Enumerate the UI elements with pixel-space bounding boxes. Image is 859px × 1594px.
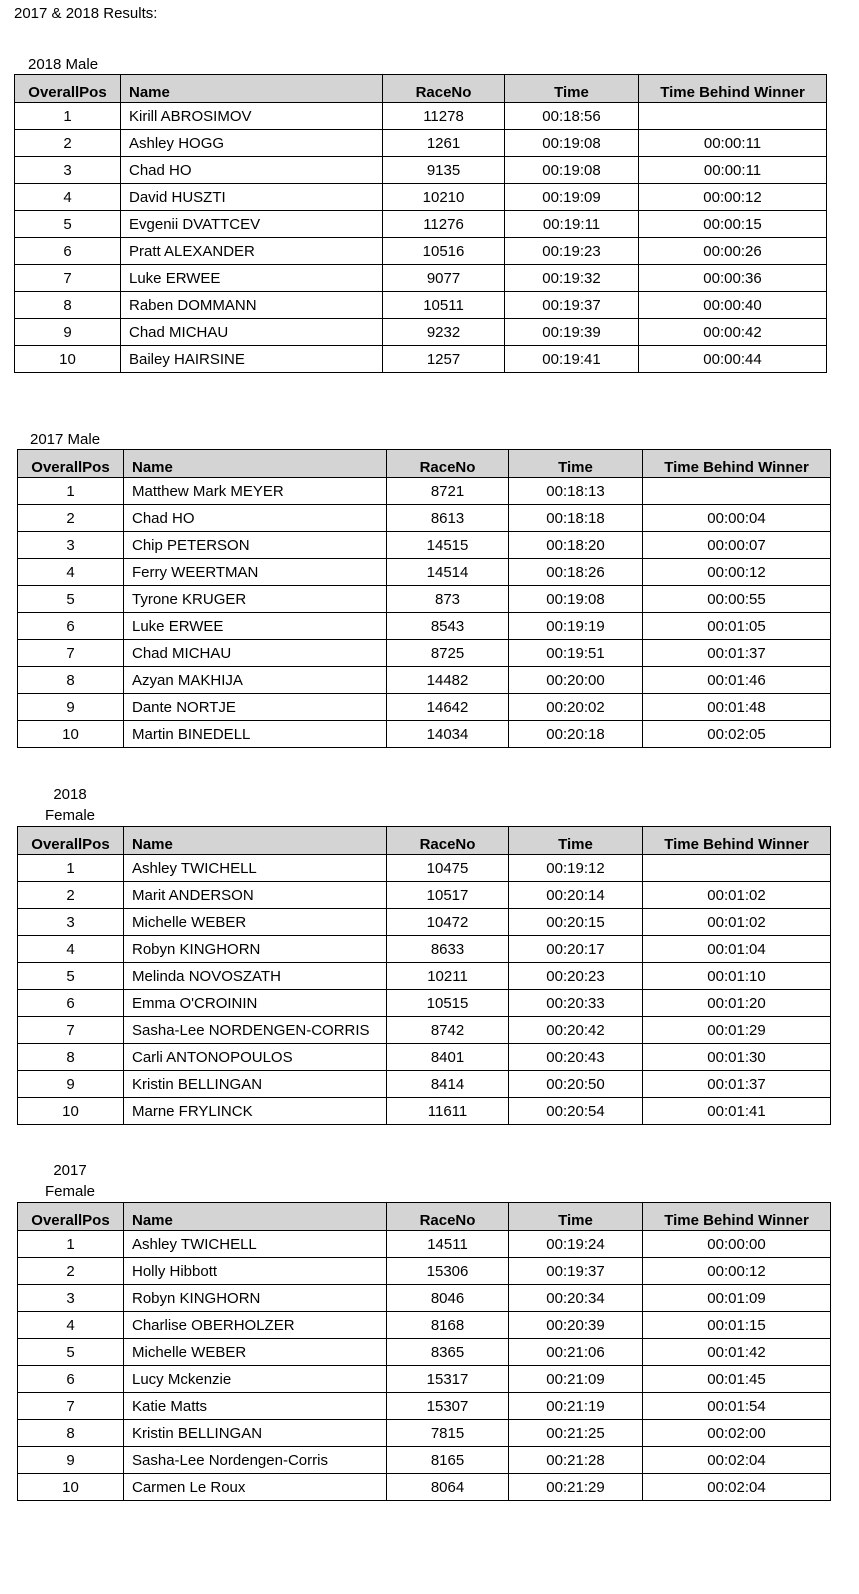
raceno-cell: 10511 bbox=[383, 292, 505, 319]
time-cell: 00:18:13 bbox=[509, 478, 643, 505]
time-cell: 00:20:14 bbox=[509, 882, 643, 909]
time-cell: 00:20:50 bbox=[509, 1071, 643, 1098]
raceno-cell: 1261 bbox=[383, 130, 505, 157]
time-cell: 00:18:20 bbox=[509, 532, 643, 559]
section-title-line: 2017 bbox=[53, 1162, 87, 1179]
table-row bbox=[18, 1285, 831, 1312]
name-cell: Sasha-Lee Nordengen-Corris bbox=[124, 1447, 387, 1474]
time-cell: 00:19:39 bbox=[505, 319, 639, 346]
time-behind-winner-cell: 00:01:48 bbox=[643, 694, 831, 721]
table-row bbox=[18, 855, 831, 882]
column-header-name: Name bbox=[124, 827, 387, 855]
overallpos-cell: 7 bbox=[15, 265, 121, 292]
table-row bbox=[18, 505, 831, 532]
name-cell: Holly Hibbott bbox=[124, 1258, 387, 1285]
raceno-cell: 10516 bbox=[383, 238, 505, 265]
name-cell: Matthew Mark MEYER bbox=[124, 478, 387, 505]
time-cell: 00:20:43 bbox=[509, 1044, 643, 1071]
table-row bbox=[18, 1098, 831, 1125]
raceno-cell: 14514 bbox=[387, 559, 509, 586]
overallpos-cell: 5 bbox=[18, 1339, 124, 1366]
name-cell: Carli ANTONOPOULOS bbox=[124, 1044, 387, 1071]
overallpos-cell: 8 bbox=[18, 667, 124, 694]
time-behind-winner-cell: 00:01:09 bbox=[643, 1285, 831, 1312]
time-behind-winner-cell: 00:00:42 bbox=[639, 319, 827, 346]
time-behind-winner-cell: 00:00:40 bbox=[639, 292, 827, 319]
raceno-cell: 14642 bbox=[387, 694, 509, 721]
time-behind-winner-cell: 00:01:41 bbox=[643, 1098, 831, 1125]
raceno-cell: 14482 bbox=[387, 667, 509, 694]
time-behind-winner-cell: 00:01:02 bbox=[643, 909, 831, 936]
time-behind-winner-cell: 00:00:12 bbox=[643, 1258, 831, 1285]
raceno-cell: 8543 bbox=[387, 613, 509, 640]
table-row bbox=[18, 990, 831, 1017]
time-behind-winner-cell: 00:00:00 bbox=[643, 1231, 831, 1258]
time-behind-winner-cell: 00:00:36 bbox=[639, 265, 827, 292]
name-cell: Michelle WEBER bbox=[124, 1339, 387, 1366]
time-cell: 00:19:41 bbox=[505, 346, 639, 373]
name-cell: Ashley TWICHELL bbox=[124, 1231, 387, 1258]
table-row bbox=[18, 1420, 831, 1447]
table-row bbox=[15, 130, 827, 157]
time-behind-winner-cell: 00:02:04 bbox=[643, 1474, 831, 1501]
time-cell: 00:19:37 bbox=[505, 292, 639, 319]
section-title-line: Female bbox=[44, 1183, 96, 1200]
table-row bbox=[18, 1447, 831, 1474]
section-title bbox=[30, 429, 110, 450]
overallpos-cell: 5 bbox=[15, 211, 121, 238]
name-cell: Bailey HAIRSINE bbox=[121, 346, 383, 373]
results-table bbox=[17, 449, 831, 748]
time-behind-winner-cell: 00:01:54 bbox=[643, 1393, 831, 1420]
table-row bbox=[18, 1044, 831, 1071]
raceno-cell: 8165 bbox=[387, 1447, 509, 1474]
table-row bbox=[15, 211, 827, 238]
results-table bbox=[17, 1202, 831, 1501]
time-cell: 00:21:19 bbox=[509, 1393, 643, 1420]
results-table bbox=[17, 826, 831, 1125]
time-behind-winner-cell: 00:01:02 bbox=[643, 882, 831, 909]
overallpos-cell: 9 bbox=[18, 694, 124, 721]
name-cell: David HUSZTI bbox=[121, 184, 383, 211]
table-row bbox=[18, 667, 831, 694]
results-table bbox=[14, 74, 827, 373]
name-cell: Emma O'CROININ bbox=[124, 990, 387, 1017]
name-cell: Evgenii DVATTCEV bbox=[121, 211, 383, 238]
name-cell: Robyn KINGHORN bbox=[124, 936, 387, 963]
overallpos-cell: 6 bbox=[18, 613, 124, 640]
raceno-cell: 8613 bbox=[387, 505, 509, 532]
table-row bbox=[18, 909, 831, 936]
table-row bbox=[18, 586, 831, 613]
raceno-cell: 10475 bbox=[387, 855, 509, 882]
name-cell: Kristin BELLINGAN bbox=[124, 1420, 387, 1447]
time-cell: 00:19:24 bbox=[509, 1231, 643, 1258]
overallpos-cell: 5 bbox=[18, 963, 124, 990]
time-behind-winner-cell: 00:01:46 bbox=[643, 667, 831, 694]
name-cell: Michelle WEBER bbox=[124, 909, 387, 936]
raceno-cell: 9135 bbox=[383, 157, 505, 184]
table-row bbox=[18, 478, 831, 505]
name-cell: Marit ANDERSON bbox=[124, 882, 387, 909]
column-header-time-behind-winner: Time Behind Winner bbox=[643, 450, 831, 478]
name-cell: Pratt ALEXANDER bbox=[121, 238, 383, 265]
table-row bbox=[18, 1017, 831, 1044]
column-header-raceno: RaceNo bbox=[387, 827, 509, 855]
time-cell: 00:21:09 bbox=[509, 1366, 643, 1393]
name-cell: Tyrone KRUGER bbox=[124, 586, 387, 613]
raceno-cell: 11276 bbox=[383, 211, 505, 238]
section-title-line: 2017 Male bbox=[30, 431, 101, 448]
overallpos-cell: 8 bbox=[18, 1420, 124, 1447]
raceno-cell: 8742 bbox=[387, 1017, 509, 1044]
raceno-cell: 11278 bbox=[383, 103, 505, 130]
column-header-time-behind-winner: Time Behind Winner bbox=[643, 1203, 831, 1231]
raceno-cell: 10515 bbox=[387, 990, 509, 1017]
raceno-cell: 10211 bbox=[387, 963, 509, 990]
overallpos-cell: 3 bbox=[15, 157, 121, 184]
overallpos-cell: 7 bbox=[18, 640, 124, 667]
time-behind-winner-cell: 00:00:11 bbox=[639, 157, 827, 184]
time-cell: 00:20:17 bbox=[509, 936, 643, 963]
name-cell: Katie Matts bbox=[124, 1393, 387, 1420]
name-cell: Melinda NOVOSZATH bbox=[124, 963, 387, 990]
overallpos-cell: 6 bbox=[18, 1366, 124, 1393]
time-behind-winner-cell bbox=[643, 855, 831, 882]
section-title-line: Female bbox=[44, 807, 96, 824]
overallpos-cell: 9 bbox=[18, 1447, 124, 1474]
time-cell: 00:18:18 bbox=[509, 505, 643, 532]
table-row bbox=[15, 184, 827, 211]
overallpos-cell: 1 bbox=[18, 1231, 124, 1258]
raceno-cell: 8046 bbox=[387, 1285, 509, 1312]
overallpos-cell: 6 bbox=[18, 990, 124, 1017]
section-title bbox=[28, 54, 108, 75]
time-behind-winner-cell: 00:01:30 bbox=[643, 1044, 831, 1071]
time-cell: 00:19:08 bbox=[505, 130, 639, 157]
name-cell: Martin BINEDELL bbox=[124, 721, 387, 748]
raceno-cell: 15306 bbox=[387, 1258, 509, 1285]
name-cell: Marne FRYLINCK bbox=[124, 1098, 387, 1125]
section-title-line: 2018 bbox=[53, 786, 87, 803]
time-cell: 00:21:25 bbox=[509, 1420, 643, 1447]
overallpos-cell: 10 bbox=[18, 1474, 124, 1501]
overallpos-cell: 10 bbox=[18, 721, 124, 748]
overallpos-cell: 2 bbox=[15, 130, 121, 157]
raceno-cell: 8064 bbox=[387, 1474, 509, 1501]
name-cell: Chad HO bbox=[121, 157, 383, 184]
time-cell: 00:18:56 bbox=[505, 103, 639, 130]
name-cell: Sasha-Lee NORDENGEN-CORRIS bbox=[124, 1017, 387, 1044]
column-header-overallpos: OverallPos bbox=[18, 1203, 124, 1231]
table-row bbox=[15, 319, 827, 346]
time-cell: 00:19:09 bbox=[505, 184, 639, 211]
time-behind-winner-cell: 00:01:37 bbox=[643, 640, 831, 667]
raceno-cell: 15317 bbox=[387, 1366, 509, 1393]
overallpos-cell: 1 bbox=[18, 478, 124, 505]
time-cell: 00:20:33 bbox=[509, 990, 643, 1017]
overallpos-cell: 3 bbox=[18, 909, 124, 936]
column-header-time: Time bbox=[509, 450, 643, 478]
table-row bbox=[18, 1366, 831, 1393]
overallpos-cell: 3 bbox=[18, 532, 124, 559]
time-behind-winner-cell: 00:01:37 bbox=[643, 1071, 831, 1098]
name-cell: Chip PETERSON bbox=[124, 532, 387, 559]
name-cell: Ashley TWICHELL bbox=[124, 855, 387, 882]
time-behind-winner-cell: 00:01:45 bbox=[643, 1366, 831, 1393]
time-cell: 00:19:23 bbox=[505, 238, 639, 265]
overallpos-cell: 1 bbox=[18, 855, 124, 882]
table-row bbox=[15, 265, 827, 292]
raceno-cell: 14511 bbox=[387, 1231, 509, 1258]
table-row bbox=[18, 963, 831, 990]
time-cell: 00:20:23 bbox=[509, 963, 643, 990]
overallpos-cell: 2 bbox=[18, 882, 124, 909]
raceno-cell: 8721 bbox=[387, 478, 509, 505]
table-row bbox=[15, 103, 827, 130]
time-cell: 00:19:08 bbox=[509, 586, 643, 613]
table-header-row bbox=[18, 450, 831, 478]
time-behind-winner-cell: 00:00:44 bbox=[639, 346, 827, 373]
time-cell: 00:19:12 bbox=[509, 855, 643, 882]
table-row bbox=[18, 721, 831, 748]
table-row bbox=[18, 640, 831, 667]
table-row bbox=[18, 1474, 831, 1501]
raceno-cell: 10210 bbox=[383, 184, 505, 211]
overallpos-cell: 6 bbox=[15, 238, 121, 265]
overallpos-cell: 4 bbox=[15, 184, 121, 211]
overallpos-cell: 3 bbox=[18, 1285, 124, 1312]
table-row bbox=[18, 882, 831, 909]
overallpos-cell: 4 bbox=[18, 936, 124, 963]
raceno-cell: 8168 bbox=[387, 1312, 509, 1339]
name-cell: Chad MICHAU bbox=[121, 319, 383, 346]
time-behind-winner-cell: 00:00:26 bbox=[639, 238, 827, 265]
table-row bbox=[15, 292, 827, 319]
raceno-cell: 14515 bbox=[387, 532, 509, 559]
time-cell: 00:20:15 bbox=[509, 909, 643, 936]
name-cell: Ashley HOGG bbox=[121, 130, 383, 157]
overallpos-cell: 8 bbox=[15, 292, 121, 319]
overallpos-cell: 10 bbox=[15, 346, 121, 373]
time-cell: 00:20:18 bbox=[509, 721, 643, 748]
time-behind-winner-cell: 00:01:10 bbox=[643, 963, 831, 990]
overallpos-cell: 5 bbox=[18, 586, 124, 613]
name-cell: Chad MICHAU bbox=[124, 640, 387, 667]
name-cell: Kirill ABROSIMOV bbox=[121, 103, 383, 130]
raceno-cell: 7815 bbox=[387, 1420, 509, 1447]
time-behind-winner-cell bbox=[643, 478, 831, 505]
time-cell: 00:18:26 bbox=[509, 559, 643, 586]
column-header-raceno: RaceNo bbox=[387, 1203, 509, 1231]
name-cell: Chad HO bbox=[124, 505, 387, 532]
column-header-time: Time bbox=[509, 1203, 643, 1231]
time-behind-winner-cell: 00:01:15 bbox=[643, 1312, 831, 1339]
overallpos-cell: 4 bbox=[18, 559, 124, 586]
raceno-cell: 15307 bbox=[387, 1393, 509, 1420]
overallpos-cell: 7 bbox=[18, 1393, 124, 1420]
time-cell: 00:20:34 bbox=[509, 1285, 643, 1312]
column-header-time-behind-winner: Time Behind Winner bbox=[643, 827, 831, 855]
page-heading: 2017 & 2018 Results: bbox=[14, 5, 158, 22]
table-row bbox=[15, 157, 827, 184]
time-behind-winner-cell: 00:01:42 bbox=[643, 1339, 831, 1366]
time-behind-winner-cell: 00:01:05 bbox=[643, 613, 831, 640]
table-header-row bbox=[18, 1203, 831, 1231]
column-header-time: Time bbox=[505, 75, 639, 103]
name-cell: Kristin BELLINGAN bbox=[124, 1071, 387, 1098]
table-row bbox=[18, 694, 831, 721]
column-header-overallpos: OverallPos bbox=[15, 75, 121, 103]
table-row bbox=[18, 1312, 831, 1339]
time-behind-winner-cell: 00:00:55 bbox=[643, 586, 831, 613]
name-cell: Luke ERWEE bbox=[124, 613, 387, 640]
column-header-overallpos: OverallPos bbox=[18, 450, 124, 478]
name-cell: Azyan MAKHIJA bbox=[124, 667, 387, 694]
overallpos-cell: 4 bbox=[18, 1312, 124, 1339]
table-row bbox=[15, 346, 827, 373]
time-behind-winner-cell: 00:00:12 bbox=[639, 184, 827, 211]
time-cell: 00:20:42 bbox=[509, 1017, 643, 1044]
raceno-cell: 8633 bbox=[387, 936, 509, 963]
raceno-cell: 10517 bbox=[387, 882, 509, 909]
table-header-row bbox=[15, 75, 827, 103]
time-cell: 00:21:28 bbox=[509, 1447, 643, 1474]
column-header-raceno: RaceNo bbox=[383, 75, 505, 103]
time-behind-winner-cell: 00:02:00 bbox=[643, 1420, 831, 1447]
table-row bbox=[18, 613, 831, 640]
column-header-raceno: RaceNo bbox=[387, 450, 509, 478]
column-header-name: Name bbox=[121, 75, 383, 103]
time-cell: 00:21:29 bbox=[509, 1474, 643, 1501]
time-behind-winner-cell: 00:00:15 bbox=[639, 211, 827, 238]
name-cell: Robyn KINGHORN bbox=[124, 1285, 387, 1312]
raceno-cell: 8725 bbox=[387, 640, 509, 667]
time-behind-winner-cell bbox=[639, 103, 827, 130]
table-row bbox=[18, 1231, 831, 1258]
table-row bbox=[18, 1071, 831, 1098]
raceno-cell: 14034 bbox=[387, 721, 509, 748]
time-behind-winner-cell: 00:01:20 bbox=[643, 990, 831, 1017]
table-row bbox=[18, 559, 831, 586]
raceno-cell: 9232 bbox=[383, 319, 505, 346]
time-behind-winner-cell: 00:02:05 bbox=[643, 721, 831, 748]
raceno-cell: 11611 bbox=[387, 1098, 509, 1125]
overallpos-cell: 7 bbox=[18, 1017, 124, 1044]
section-title-line: 2018 Male bbox=[28, 56, 99, 73]
column-header-time-behind-winner: Time Behind Winner bbox=[639, 75, 827, 103]
time-behind-winner-cell: 00:00:07 bbox=[643, 532, 831, 559]
table-row bbox=[15, 238, 827, 265]
raceno-cell: 8365 bbox=[387, 1339, 509, 1366]
table-row bbox=[18, 1393, 831, 1420]
time-cell: 00:19:32 bbox=[505, 265, 639, 292]
column-header-overallpos: OverallPos bbox=[18, 827, 124, 855]
name-cell: Carmen Le Roux bbox=[124, 1474, 387, 1501]
overallpos-cell: 8 bbox=[18, 1044, 124, 1071]
section-title bbox=[30, 1160, 110, 1202]
column-header-name: Name bbox=[124, 1203, 387, 1231]
name-cell: Raben DOMMANN bbox=[121, 292, 383, 319]
overallpos-cell: 9 bbox=[15, 319, 121, 346]
time-behind-winner-cell: 00:01:04 bbox=[643, 936, 831, 963]
time-cell: 00:19:19 bbox=[509, 613, 643, 640]
name-cell: Lucy Mckenzie bbox=[124, 1366, 387, 1393]
raceno-cell: 8401 bbox=[387, 1044, 509, 1071]
time-cell: 00:19:11 bbox=[505, 211, 639, 238]
name-cell: Luke ERWEE bbox=[121, 265, 383, 292]
overallpos-cell: 2 bbox=[18, 1258, 124, 1285]
column-header-time: Time bbox=[509, 827, 643, 855]
time-cell: 00:20:54 bbox=[509, 1098, 643, 1125]
time-cell: 00:19:37 bbox=[509, 1258, 643, 1285]
overallpos-cell: 2 bbox=[18, 505, 124, 532]
time-cell: 00:20:00 bbox=[509, 667, 643, 694]
time-cell: 00:20:02 bbox=[509, 694, 643, 721]
time-cell: 00:20:39 bbox=[509, 1312, 643, 1339]
name-cell: Dante NORTJE bbox=[124, 694, 387, 721]
table-row bbox=[18, 532, 831, 559]
raceno-cell: 8414 bbox=[387, 1071, 509, 1098]
time-cell: 00:19:08 bbox=[505, 157, 639, 184]
time-cell: 00:19:51 bbox=[509, 640, 643, 667]
column-header-name: Name bbox=[124, 450, 387, 478]
raceno-cell: 10472 bbox=[387, 909, 509, 936]
table-row bbox=[18, 1258, 831, 1285]
overallpos-cell: 1 bbox=[15, 103, 121, 130]
raceno-cell: 873 bbox=[387, 586, 509, 613]
overallpos-cell: 10 bbox=[18, 1098, 124, 1125]
section-title bbox=[30, 784, 110, 826]
table-row bbox=[18, 936, 831, 963]
overallpos-cell: 9 bbox=[18, 1071, 124, 1098]
time-cell: 00:21:06 bbox=[509, 1339, 643, 1366]
time-behind-winner-cell: 00:00:11 bbox=[639, 130, 827, 157]
table-header-row bbox=[18, 827, 831, 855]
time-behind-winner-cell: 00:01:29 bbox=[643, 1017, 831, 1044]
time-behind-winner-cell: 00:00:12 bbox=[643, 559, 831, 586]
time-behind-winner-cell: 00:00:04 bbox=[643, 505, 831, 532]
raceno-cell: 9077 bbox=[383, 265, 505, 292]
name-cell: Charlise OBERHOLZER bbox=[124, 1312, 387, 1339]
time-behind-winner-cell: 00:02:04 bbox=[643, 1447, 831, 1474]
name-cell: Ferry WEERTMAN bbox=[124, 559, 387, 586]
raceno-cell: 1257 bbox=[383, 346, 505, 373]
table-row bbox=[18, 1339, 831, 1366]
